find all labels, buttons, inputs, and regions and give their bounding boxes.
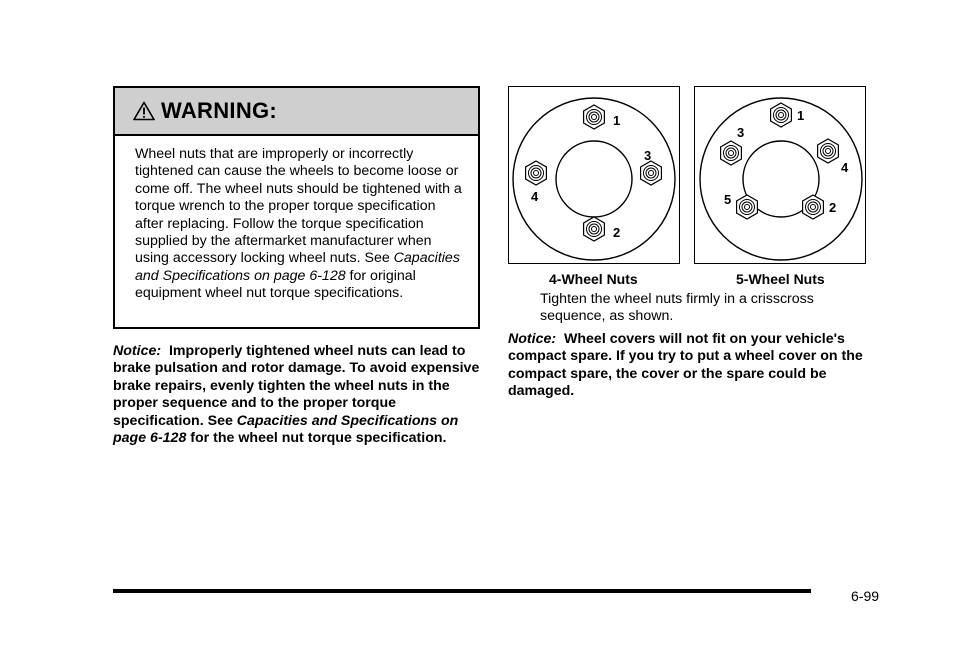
nut-label-4: 4 bbox=[531, 189, 539, 204]
notice-text: Wheel covers will not fit on your vehicle's compact spare. If you try to put a wheel cover on the compact spare, the cover or the spare could be damaged. bbox=[508, 331, 867, 400]
notice-left bbox=[113, 343, 485, 447]
warning-triangle-icon bbox=[133, 101, 155, 121]
warning-header bbox=[115, 88, 478, 136]
nut-label-1: 1 bbox=[797, 108, 805, 123]
nut-label-4: 4 bbox=[841, 160, 849, 175]
nut-label-1: 1 bbox=[613, 113, 621, 128]
page-number: 6-99 bbox=[851, 588, 880, 604]
wheel-5-nut-diagram bbox=[695, 87, 867, 265]
lug-nut-icon bbox=[584, 217, 605, 241]
notice-text-tail: for the wheel nut torque specification. bbox=[186, 430, 447, 447]
lug-nut-icon bbox=[737, 195, 758, 219]
lug-nut-icon bbox=[771, 103, 792, 127]
lug-nut-icon bbox=[641, 161, 662, 185]
notice-right bbox=[508, 331, 878, 401]
nut-label-2: 2 bbox=[829, 200, 837, 215]
figure-4-caption: 4-Wheel Nuts bbox=[549, 271, 638, 287]
figure-5-wheel-nuts bbox=[694, 86, 866, 264]
warning-text-tail: for original equipment wheel nut torque specifications. bbox=[135, 267, 416, 302]
lug-nut-icon bbox=[584, 105, 605, 129]
tighten-instruction: Tighten the wheel nuts firmly in a crisscross sequence, as shown. bbox=[540, 291, 814, 325]
nut-label-3: 3 bbox=[644, 148, 652, 163]
nut-label-3: 3 bbox=[737, 125, 745, 140]
lug-nut-icon bbox=[818, 139, 839, 163]
lug-nut-icon bbox=[803, 195, 824, 219]
notice-label: Notice: bbox=[113, 343, 162, 359]
nut-label-2: 2 bbox=[613, 225, 621, 240]
footer-rule bbox=[113, 589, 811, 593]
wheel-4-nut-diagram bbox=[509, 87, 681, 265]
figure-5-caption: 5-Wheel Nuts bbox=[736, 271, 825, 287]
warning-box bbox=[113, 86, 480, 329]
warning-title: WARNING: bbox=[161, 98, 278, 123]
warning-body bbox=[115, 136, 478, 303]
notice-reference: Capacities and Specifications on page 6-128 bbox=[113, 412, 459, 447]
notice-text: Improperly tightened wheel nuts can lead to brake pulsation and rotor damage. To avoid expensive brake repairs, evenly tighten the wheel nuts in the proper sequence and to the proper torque specification. See bbox=[113, 343, 484, 429]
lug-nut-icon bbox=[721, 141, 742, 165]
warning-text: Wheel nuts that are improperly or incorrectly tightened can cause the wheels to become loose or come off. The wheel nuts should be tightened with a torque wrench to the proper torque specification after replacing. Follow the torque specification supplied by the aftermarket manufacturer when using accessory locking wheel nuts. See bbox=[135, 146, 462, 267]
notice-label: Notice: bbox=[508, 331, 557, 347]
warning-reference: Capacities and Specifications on page 6-128 bbox=[135, 250, 460, 284]
figure-4-wheel-nuts bbox=[508, 86, 680, 264]
lug-nut-icon bbox=[526, 161, 547, 185]
nut-label-5: 5 bbox=[724, 192, 732, 207]
